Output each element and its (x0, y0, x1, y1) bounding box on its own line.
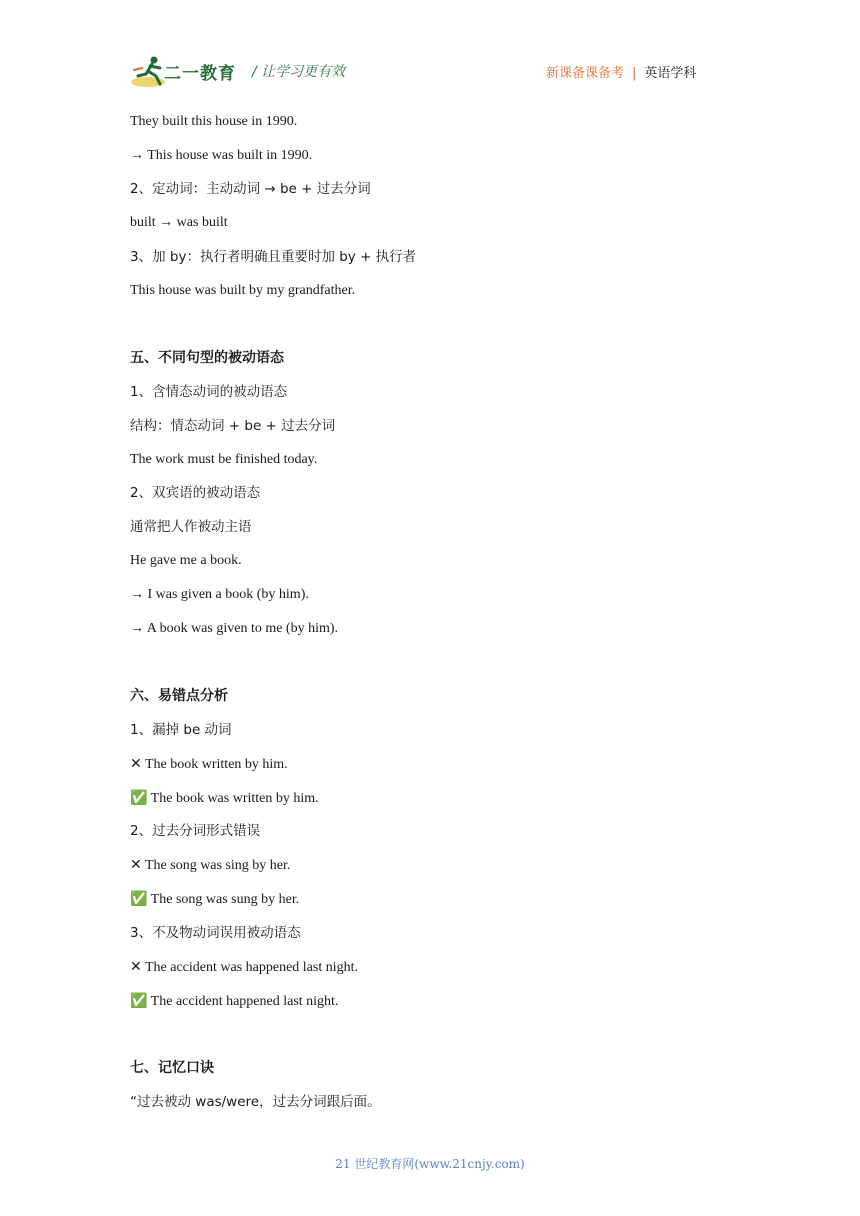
text-line: 3、加 by：执行者明确且重要时加 by + 执行者 (130, 249, 417, 265)
check-icon: ✅ (130, 891, 148, 907)
text-line: 1、漏掉 be 动词 (130, 722, 232, 738)
text-line: The work must be finished today. (130, 452, 318, 467)
text-line: 1、含情态动词的被动语态 (130, 384, 288, 400)
check-icon: ✅ (130, 993, 148, 1009)
cross-icon: ✕ (130, 756, 142, 772)
header-separator: | (632, 66, 637, 81)
text-line: → I was given a book (by him). (130, 587, 309, 602)
cross-icon: ✕ (130, 959, 142, 975)
text-line: 2、双宾语的被动语态 (130, 485, 261, 501)
text-line: ✕ The song was sing by her. (130, 857, 291, 873)
section-heading: 六、易错点分析 (130, 688, 228, 704)
text-line: 2、过去分词形式错误 (130, 823, 261, 839)
check-icon: ✅ (130, 790, 148, 806)
text-line: → A book was given to me (by him). (130, 621, 339, 636)
page-footer[interactable]: 21 世纪教育网(www.21cnjy.com) (335, 1157, 525, 1171)
logo-text: 二一教育 (164, 64, 236, 84)
text-line: → This house was built in 1990. (130, 148, 313, 163)
text-line: ✕ The book written by him. (130, 756, 288, 772)
logo (130, 54, 248, 90)
text-line: 通常把人作被动主语 (130, 519, 252, 535)
text-line: 结构：情态动词 + be + 过去分词 (130, 418, 336, 434)
text-line: “过去被动 was/were，过去分词跟后面。 (130, 1094, 381, 1110)
text-line: ✕ The accident was happened last night. (130, 959, 359, 975)
text-line: built → was built (130, 215, 228, 230)
slogan: / 让学习更有效 (252, 64, 346, 80)
header-tagline: 新课备课备考 (546, 66, 625, 81)
cross-icon: ✕ (130, 857, 142, 873)
text-line: This house was built by my grandfather. (130, 283, 356, 298)
section-heading: 五、不同句型的被动语态 (130, 350, 284, 366)
header-right (546, 62, 696, 81)
text-line: ✅ The song was sung by her. (130, 891, 300, 907)
section-heading: 七、记忆口诀 (130, 1060, 214, 1076)
text-line: 2、定动词：主动动词 → be + 过去分词 (130, 181, 371, 197)
header-subject: 英语学科 (644, 66, 697, 81)
text-line: ✅ The book was written by him. (130, 790, 319, 806)
text-line: They built this house in 1990. (130, 114, 298, 129)
page-header (0, 0, 860, 100)
text-line: ✅ The accident happened last night. (130, 993, 339, 1009)
text-line: 3、不及物动词误用被动语态 (130, 925, 301, 941)
text-line: He gave me a book. (130, 553, 242, 568)
